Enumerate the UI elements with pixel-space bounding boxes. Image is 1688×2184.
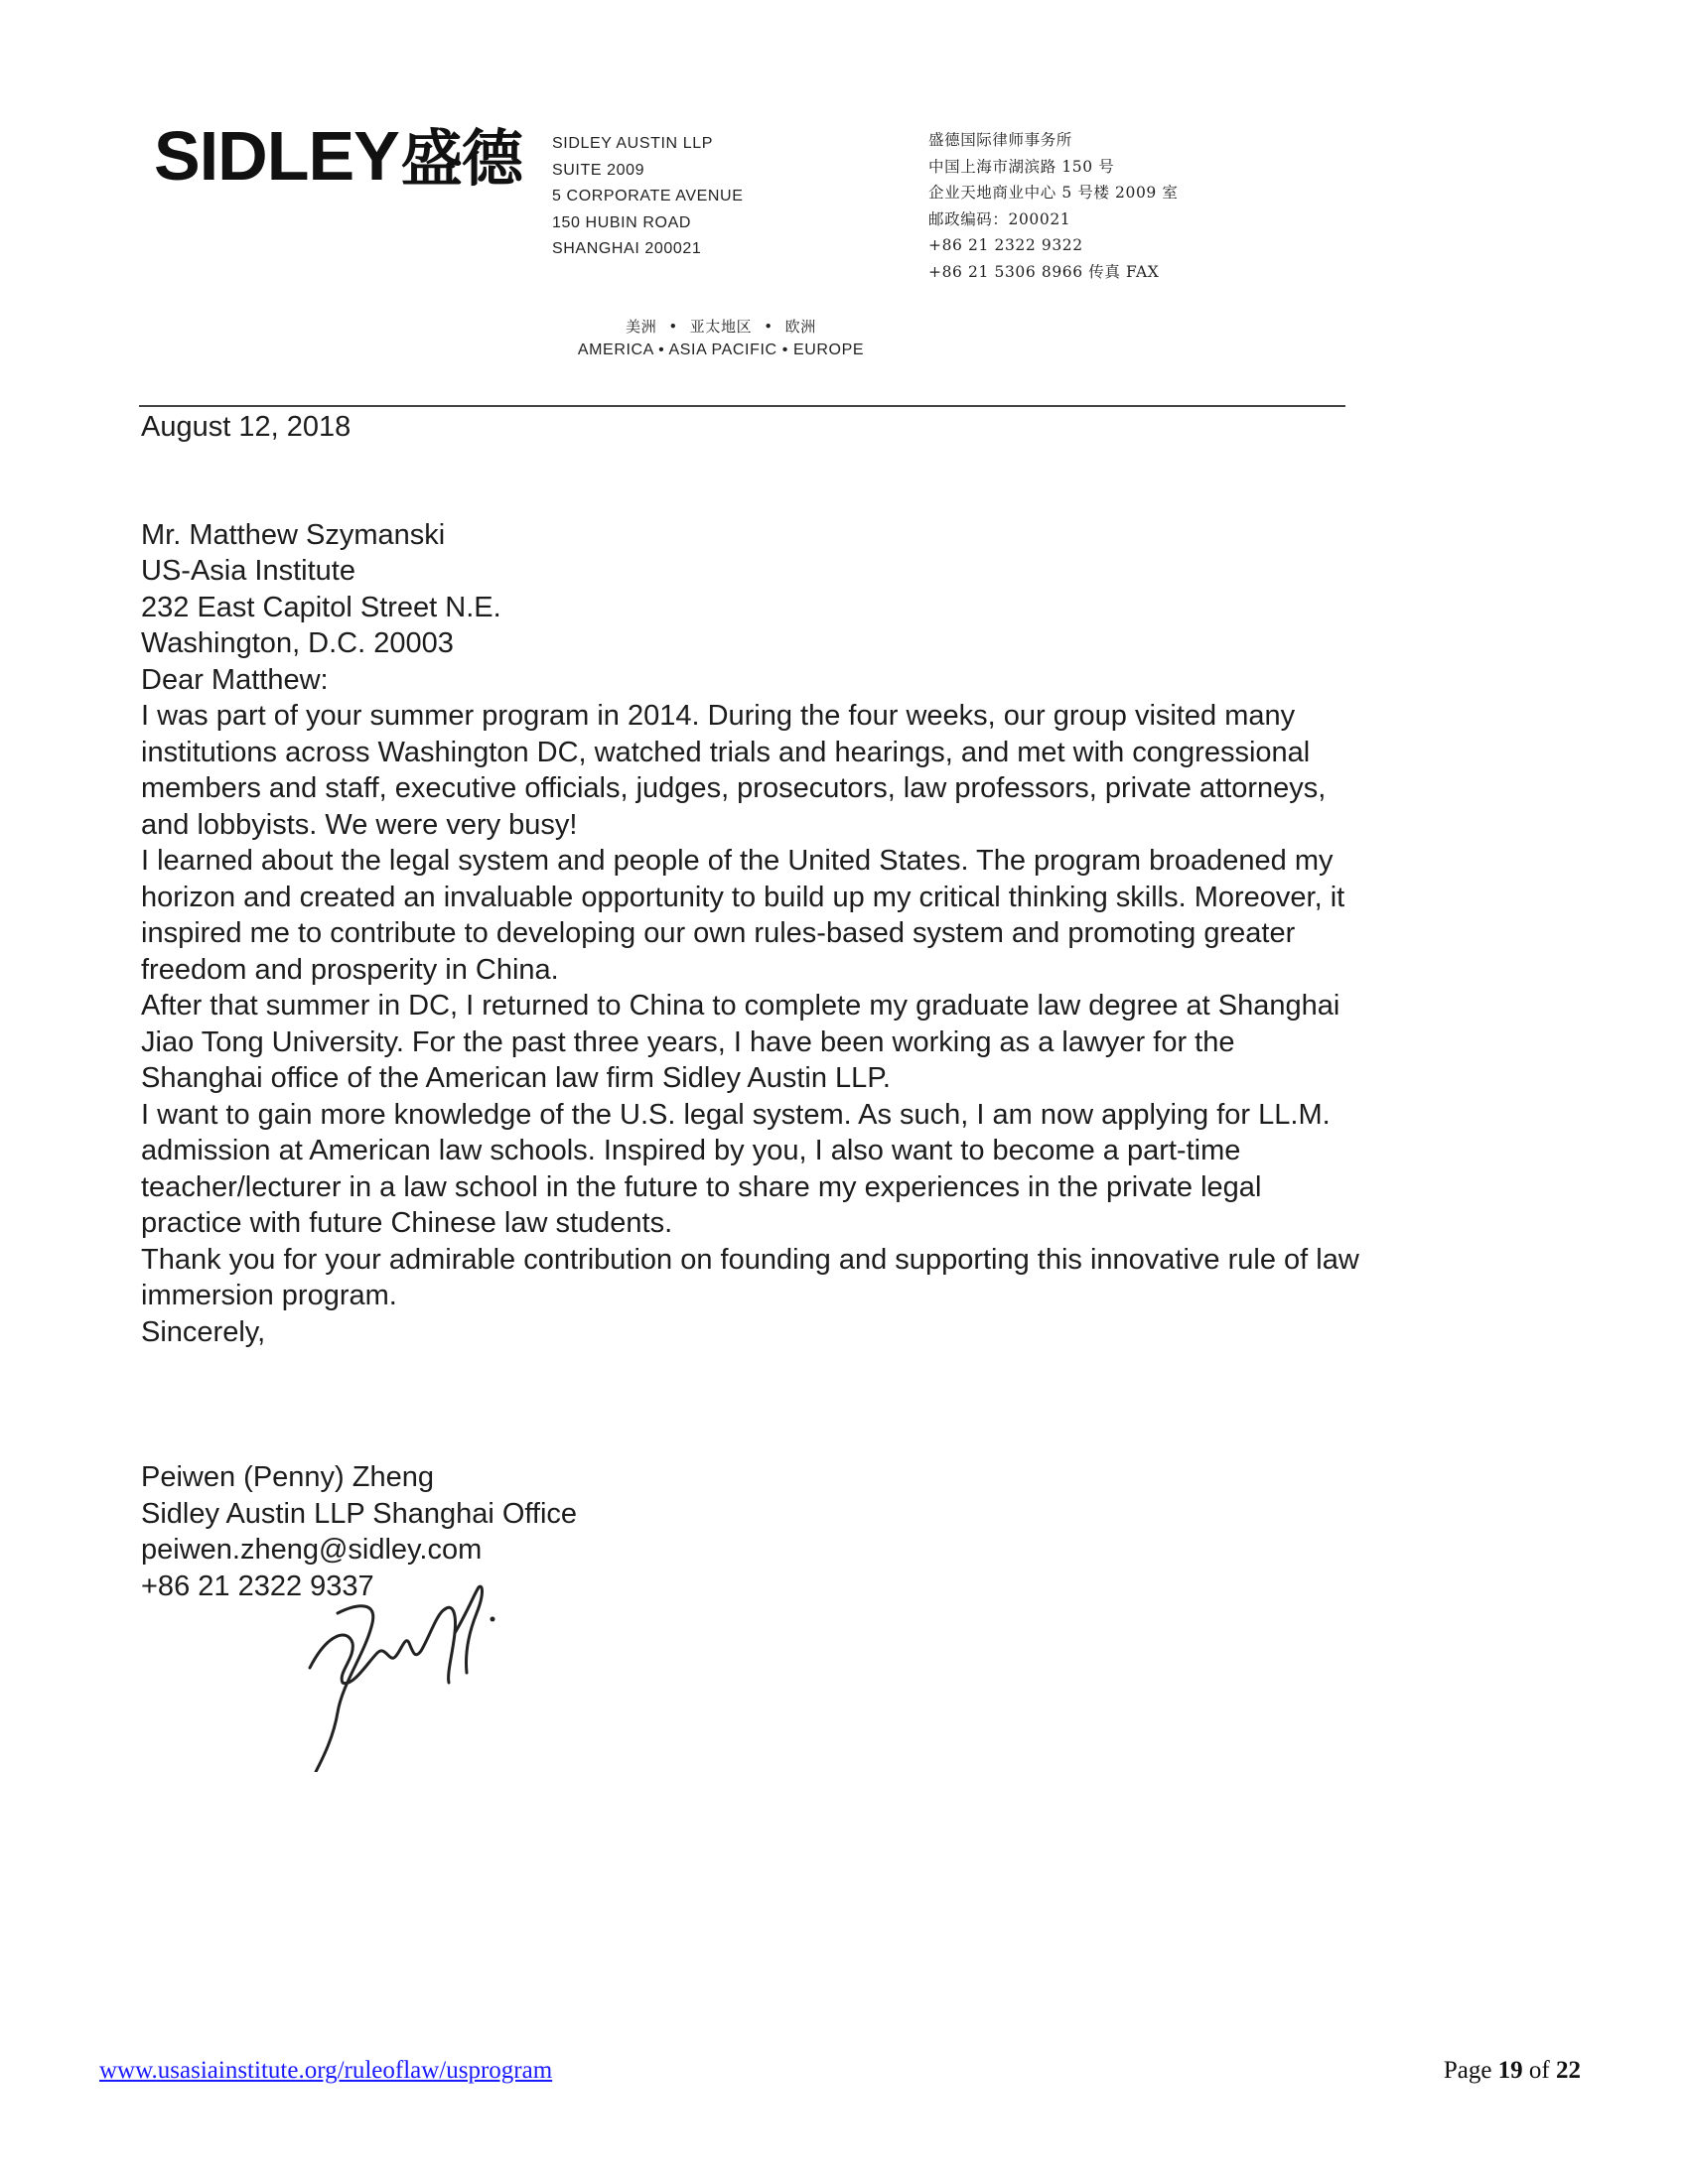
paragraph: Thank you for your admirable contribution on founding and supporting this innovative rule of law immersion program. xyxy=(141,1243,1359,1311)
region-en: EUROPE xyxy=(792,341,865,358)
address-line: 企业天地商业中心 5 号楼 2009 室 xyxy=(928,184,1179,202)
region-cn: 亚太地区 xyxy=(689,318,753,336)
region-cn: 美洲 xyxy=(626,318,657,336)
letter-body xyxy=(141,409,1362,1604)
footer-website-link[interactable]: www.usasiainstitute.org/ruleoflaw/usprogram xyxy=(99,2057,553,2084)
address-line: 150 HUBIN ROAD xyxy=(552,213,691,231)
bullet-icon: • xyxy=(781,341,788,358)
regions-chinese xyxy=(552,316,890,337)
sidley-logo xyxy=(154,117,522,195)
recipient-street: 232 East Capitol Street N.E. xyxy=(141,591,501,623)
page-number xyxy=(1444,2057,1581,2085)
recipient-name: Mr. Matthew Szymanski xyxy=(141,518,446,551)
logo-text: SIDLEY xyxy=(154,117,399,195)
signer-office: Sidley Austin LLP Shanghai Office xyxy=(141,1497,578,1530)
paragraph: I learned about the legal system and people of the United States. The program broadened my horizon and created an invaluable opportunity to build up my critical thinking skills. Moreover, it inspired me to contribute to developing our own rules-based system and promoting greater freedom and prosperity in China. xyxy=(141,845,1345,986)
recipient-org: US-Asia Institute xyxy=(141,555,355,587)
closing: Sincerely, xyxy=(141,1315,266,1348)
address-line: SHANGHAI 200021 xyxy=(552,240,702,257)
phone-line: +86 21 2322 9322 xyxy=(928,236,1083,254)
signer-email: peiwen.zheng@sidley.com xyxy=(141,1534,483,1566)
letterhead-divider xyxy=(139,405,1345,407)
bullet-icon: • xyxy=(668,318,678,336)
address-chinese xyxy=(928,127,1179,285)
paragraph: I was part of your summer program in 2014. During the four weeks, our group visited many institutions across Washington DC, watched trials and hearings, and met with congressional members and staff, executive officials, judges, prosecutors, law professors, private attorneys, and lobbyists. We were very busy! xyxy=(141,700,1327,841)
signer-name: Peiwen (Penny) Zheng xyxy=(141,1461,434,1493)
region-en: AMERICA xyxy=(577,341,654,358)
address-line: 中国上海市湖滨路 150 号 xyxy=(928,157,1115,176)
salutation: Dear Matthew: xyxy=(141,663,329,696)
paragraph: After that summer in DC, I returned to China to complete my graduate law degree at Shanghai Jiao Tong University. For the past three years, I have been working as a lawyer for the Shanghai office of the American law firm Sidley Austin LLP. xyxy=(141,990,1340,1094)
address-line: SIDLEY AUSTIN LLP xyxy=(552,135,713,152)
bullet-icon: • xyxy=(764,318,774,336)
page-current: 19 xyxy=(1497,2057,1523,2084)
region-cn: 欧洲 xyxy=(784,318,816,336)
region-en: ASIA PACIFIC xyxy=(668,341,777,358)
fax-line: +86 21 5306 8966 传真 FAX xyxy=(928,262,1160,281)
address-line: SUITE 2009 xyxy=(552,161,645,179)
regions-english xyxy=(552,341,890,359)
address-line: 邮政编码：200021 xyxy=(928,209,1071,228)
logo-chinese-text: 盛德 xyxy=(400,125,522,194)
address-line: 盛德国际律师事务所 xyxy=(928,131,1072,149)
address-english xyxy=(552,131,743,263)
paragraph: I want to gain more knowledge of the U.S. legal system. As such, I am now applying for LL.M. admission at American law schools. Inspired by you, I also want to become a part-time teacher/lecturer in a law school in the future to share my experiences in the private legal practice with future Chinese law students. xyxy=(141,1098,1331,1239)
page-total: 22 xyxy=(1556,2057,1581,2084)
regions-list xyxy=(552,316,890,359)
letter-date: August 12, 2018 xyxy=(141,411,352,443)
recipient-city: Washington, D.C. 20003 xyxy=(141,627,454,659)
signer-phone: +86 21 2322 9337 xyxy=(141,1570,374,1602)
page-of: of xyxy=(1528,2057,1550,2084)
recipient-block xyxy=(141,517,1362,662)
page-prefix: Page xyxy=(1443,2057,1492,2084)
address-line: 5 CORPORATE AVENUE xyxy=(552,188,744,205)
bullet-icon: • xyxy=(658,341,665,358)
handwritten-signature xyxy=(298,1573,556,1772)
